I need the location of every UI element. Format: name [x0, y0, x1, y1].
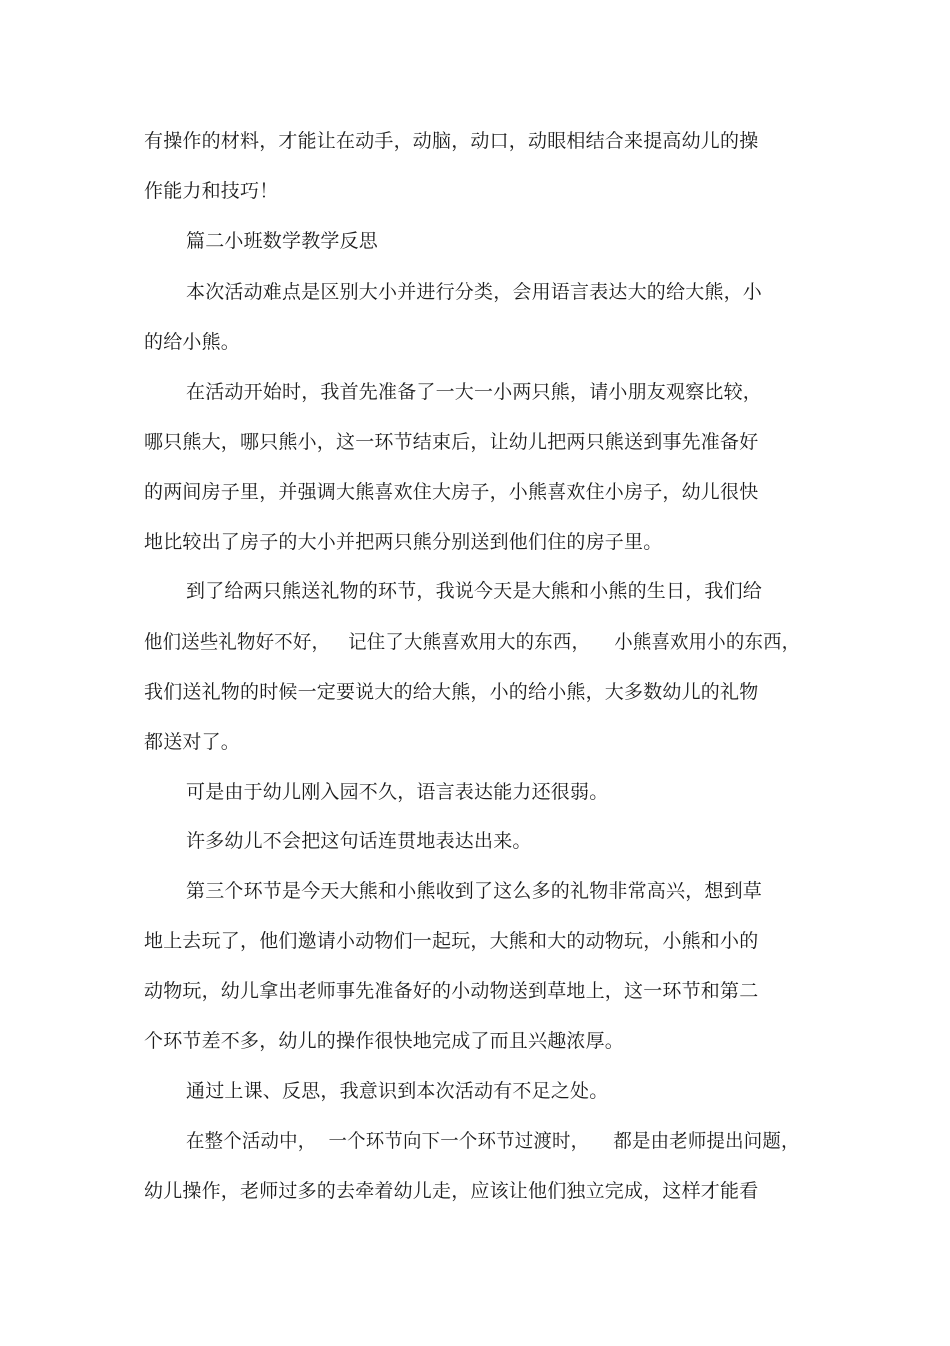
text-line: 在活动开始时，我首先准备了一大一小两只熊，请小朋友观察比较， [186, 381, 763, 403]
text-line: 本次活动难点是区别大小并进行分类，会用语言表达大的给大熊，小 [186, 281, 763, 303]
text-line: 都送对了。 [144, 731, 241, 753]
text-line: 地比较出了房子的大小并把两只熊分别送到他们住的房子里。 [144, 531, 663, 553]
text-line: 许多幼儿不会把这句话连贯地表达出来。 [186, 830, 532, 852]
text-line: 在整个活动中， 一个环节向下一个环节过渡时， 都是由老师提出问题， [186, 1130, 800, 1152]
text-line: 幼儿操作，老师过多的去牵着幼儿走，应该让他们独立完成，这样才能看 [144, 1180, 759, 1202]
text-line: 的两间房子里，并强调大熊喜欢住大房子，小熊喜欢住小房子，幼儿很快 [144, 481, 759, 503]
text-line: 有操作的材料，才能让在动手，动脑，动口，动眼相结合来提高幼儿的操 [144, 130, 759, 152]
section-heading: 篇二小班数学教学反思 [186, 230, 379, 252]
text-line: 可是由于幼儿刚入园不久，语言表达能力还很弱。 [186, 781, 609, 803]
text-line: 哪只熊大，哪只熊小，这一环节结束后，让幼儿把两只熊送到事先准备好 [144, 431, 759, 453]
text-line: 地上去玩了，他们邀请小动物们一起玩，大熊和大的动物玩，小熊和小的 [144, 930, 759, 952]
text-line: 通过上课、反思，我意识到本次活动有不足之处。 [186, 1080, 609, 1102]
text-line: 第三个环节是今天大熊和小熊收到了这么多的礼物非常高兴，想到草 [186, 880, 763, 902]
text-line: 动物玩，幼儿拿出老师事先准备好的小动物送到草地上，这一环节和第二 [144, 980, 759, 1002]
text-line: 作能力和技巧！ [144, 180, 279, 202]
text-line: 我们送礼物的时候一定要说大的给大熊，小的给小熊，大多数幼儿的礼物 [144, 681, 759, 703]
text-line: 到了给两只熊送礼物的环节，我说今天是大熊和小熊的生日，我们给 [186, 580, 763, 602]
text-line: 他们送些礼物好不好， 记住了大熊喜欢用大的东西， 小熊喜欢用小的东西， [144, 631, 801, 653]
text-line: 个环节差不多，幼儿的操作很快地完成了而且兴趣浓厚。 [144, 1030, 625, 1052]
text-line: 的给小熊。 [144, 331, 241, 353]
